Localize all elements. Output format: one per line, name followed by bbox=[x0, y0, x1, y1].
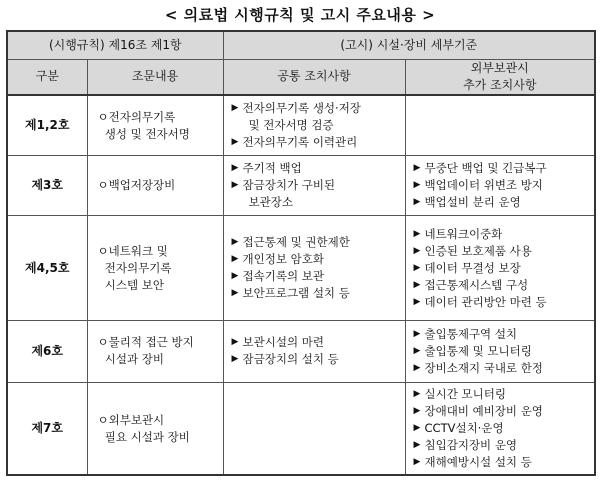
external-measures-cell bbox=[405, 95, 595, 155]
clause-line: 시스템 보안 bbox=[97, 277, 165, 292]
clause-line: 필요 시설과 장비 bbox=[97, 429, 190, 444]
clause-line: ㅇ백업저장장비 bbox=[97, 178, 176, 193]
external-measures-cell bbox=[405, 216, 595, 320]
clause-line: 시설과 장비 bbox=[97, 352, 165, 367]
regulation-table bbox=[6, 30, 596, 476]
measure-item bbox=[414, 360, 595, 377]
measure-item bbox=[232, 334, 405, 351]
row-number: 제6호 bbox=[7, 320, 87, 382]
triangle-bullet-icon: ▶ bbox=[413, 362, 421, 373]
common-measures-cell bbox=[223, 383, 405, 475]
clause-line: 생성 및 전자서명 bbox=[97, 126, 190, 141]
measure-item bbox=[232, 160, 405, 177]
triangle-bullet-icon: ▶ bbox=[231, 288, 239, 299]
row-number: 제3호 bbox=[7, 156, 87, 216]
clause-line: ㅇ외부보관시 bbox=[97, 412, 165, 427]
common-measures-cell bbox=[223, 156, 405, 216]
measure-text: 보관장소 bbox=[248, 195, 293, 210]
clause-line: ㅇ물리적 접근 방지 bbox=[97, 335, 194, 350]
measure-item bbox=[414, 260, 595, 277]
header-external-line-2: 추가 조치사항 bbox=[463, 77, 537, 92]
measure-text: 침입감지장비 운영 bbox=[424, 438, 518, 453]
triangle-bullet-icon: ▶ bbox=[231, 254, 239, 265]
triangle-bullet-icon: ▶ bbox=[413, 245, 421, 256]
measure-text: 보관시설의 마련 bbox=[242, 335, 324, 350]
measure-text: 개인정보 암호화 bbox=[242, 252, 324, 267]
clause-line: ㅇ전자의무기록 bbox=[97, 109, 176, 124]
clause-cell bbox=[87, 95, 223, 155]
measure-text: 잠금장치가 구비된 bbox=[242, 178, 336, 193]
triangle-bullet-icon: ▶ bbox=[413, 440, 421, 451]
measure-text: 접속기록의 보관 bbox=[242, 269, 324, 284]
header-category: 구분 bbox=[7, 59, 87, 95]
measure-text: 주기적 백업 bbox=[242, 161, 302, 176]
triangle-bullet-icon: ▶ bbox=[231, 337, 239, 348]
measure-text: 백업데이터 위변조 방지 bbox=[424, 178, 543, 193]
clause-line: 전자의무기록 bbox=[97, 260, 172, 275]
clause-cell bbox=[87, 383, 223, 475]
triangle-bullet-icon: ▶ bbox=[413, 328, 421, 339]
measure-text: 네트워크이중화 bbox=[424, 226, 503, 241]
triangle-bullet-icon: ▶ bbox=[413, 423, 421, 434]
triangle-bullet-icon: ▶ bbox=[413, 389, 421, 400]
triangle-bullet-icon: ▶ bbox=[231, 163, 239, 174]
common-measures-cell bbox=[223, 95, 405, 155]
triangle-bullet-icon: ▶ bbox=[413, 406, 421, 417]
triangle-bullet-icon: ▶ bbox=[231, 103, 239, 114]
measure-item bbox=[414, 277, 595, 294]
triangle-bullet-icon: ▶ bbox=[413, 345, 421, 356]
measure-item bbox=[414, 243, 595, 260]
measure-item bbox=[414, 294, 595, 311]
measure-text: 보안프로그램 설치 등 bbox=[242, 286, 350, 301]
header-external-measures bbox=[405, 59, 595, 95]
measure-text: 무중단 백업 및 긴급복구 bbox=[424, 161, 547, 176]
measure-item bbox=[414, 326, 595, 343]
measure-text: 데이터 무결성 보장 bbox=[424, 260, 521, 275]
external-measures-cell bbox=[405, 383, 595, 475]
clause-cell bbox=[87, 320, 223, 382]
triangle-bullet-icon: ▶ bbox=[231, 137, 239, 148]
row-number: 제4,5호 bbox=[7, 216, 87, 320]
row-number: 제1,2호 bbox=[7, 95, 87, 155]
measure-item bbox=[414, 226, 595, 243]
measure-text: 장애대비 예비장비 운영 bbox=[424, 404, 543, 419]
table-row bbox=[7, 156, 595, 216]
triangle-bullet-icon: ▶ bbox=[413, 296, 421, 307]
measure-text: 및 전자서명 검증 bbox=[248, 118, 334, 133]
triangle-bullet-icon: ▶ bbox=[231, 237, 239, 248]
header-enforcement-rule: (시행규칙) 제16조 제1항 bbox=[7, 31, 223, 59]
measure-text: CCTV설치·운영 bbox=[424, 421, 504, 436]
table-row bbox=[7, 383, 595, 475]
measure-text: 출입통제구역 설치 bbox=[424, 326, 518, 341]
measure-item bbox=[232, 268, 405, 285]
common-measures-cell bbox=[223, 320, 405, 382]
measure-text: 인증된 보호제품 사용 bbox=[424, 243, 532, 258]
triangle-bullet-icon: ▶ bbox=[413, 262, 421, 273]
measure-item bbox=[232, 134, 405, 151]
measure-text: 접근통제 및 권한제한 bbox=[242, 235, 350, 250]
header-clause: 조문내용 bbox=[87, 59, 223, 95]
measure-item bbox=[414, 454, 595, 471]
triangle-bullet-icon: ▶ bbox=[413, 197, 421, 208]
measure-text: 재해예방시설 설치 등 bbox=[424, 455, 532, 470]
measure-item bbox=[414, 343, 595, 360]
measure-item bbox=[414, 160, 595, 177]
table-row bbox=[7, 95, 595, 155]
clause-cell bbox=[87, 156, 223, 216]
triangle-bullet-icon: ▶ bbox=[231, 271, 239, 282]
measure-text: 전자의무기록 이력관리 bbox=[242, 135, 358, 150]
measure-item bbox=[414, 437, 595, 454]
measure-text: 전자의무기록 생성·저장 bbox=[242, 101, 361, 116]
measure-item bbox=[232, 285, 405, 302]
table-row bbox=[7, 216, 595, 320]
triangle-bullet-icon: ▶ bbox=[413, 163, 421, 174]
header-notice-criteria: (고시) 시설·장비 세부기준 bbox=[223, 31, 595, 59]
triangle-bullet-icon: ▶ bbox=[413, 180, 421, 191]
measure-text: 데이터 관리방안 마련 등 bbox=[424, 294, 547, 309]
row-number: 제7호 bbox=[7, 383, 87, 475]
measure-item bbox=[414, 386, 595, 403]
measure-item bbox=[414, 177, 595, 194]
triangle-bullet-icon: ▶ bbox=[231, 180, 239, 191]
measure-item bbox=[232, 177, 405, 211]
measure-item bbox=[414, 194, 595, 211]
triangle-bullet-icon: ▶ bbox=[413, 457, 421, 468]
external-measures-cell bbox=[405, 320, 595, 382]
measure-item bbox=[232, 100, 405, 134]
measure-item bbox=[232, 234, 405, 251]
external-measures-cell bbox=[405, 156, 595, 216]
measure-text: 출입통제 및 모니터링 bbox=[424, 343, 532, 358]
measure-text: 잠금장치의 설치 등 bbox=[242, 352, 339, 367]
triangle-bullet-icon: ▶ bbox=[413, 279, 421, 290]
document-title: < 의료법 시행규칙 및 고시 주요내용 > bbox=[164, 6, 436, 24]
header-external-line-1: 외부보관시 bbox=[470, 60, 529, 75]
measure-item bbox=[414, 420, 595, 437]
measure-item bbox=[414, 403, 595, 420]
measure-item bbox=[232, 251, 405, 268]
measure-text: 실시간 모니터링 bbox=[424, 387, 506, 402]
table-row bbox=[7, 320, 595, 382]
measure-text: 백업설비 분리 운영 bbox=[424, 195, 521, 210]
triangle-bullet-icon: ▶ bbox=[231, 354, 239, 365]
measure-text: 접근통제시스템 구성 bbox=[424, 277, 529, 292]
triangle-bullet-icon: ▶ bbox=[413, 228, 421, 239]
clause-cell bbox=[87, 216, 223, 320]
measure-text: 장비소재지 국내로 한정 bbox=[424, 360, 543, 375]
header-common-measures: 공통 조치사항 bbox=[223, 59, 405, 95]
clause-line: ㅇ네트워크 및 bbox=[97, 243, 168, 258]
measure-item bbox=[232, 351, 405, 368]
common-measures-cell bbox=[223, 216, 405, 320]
